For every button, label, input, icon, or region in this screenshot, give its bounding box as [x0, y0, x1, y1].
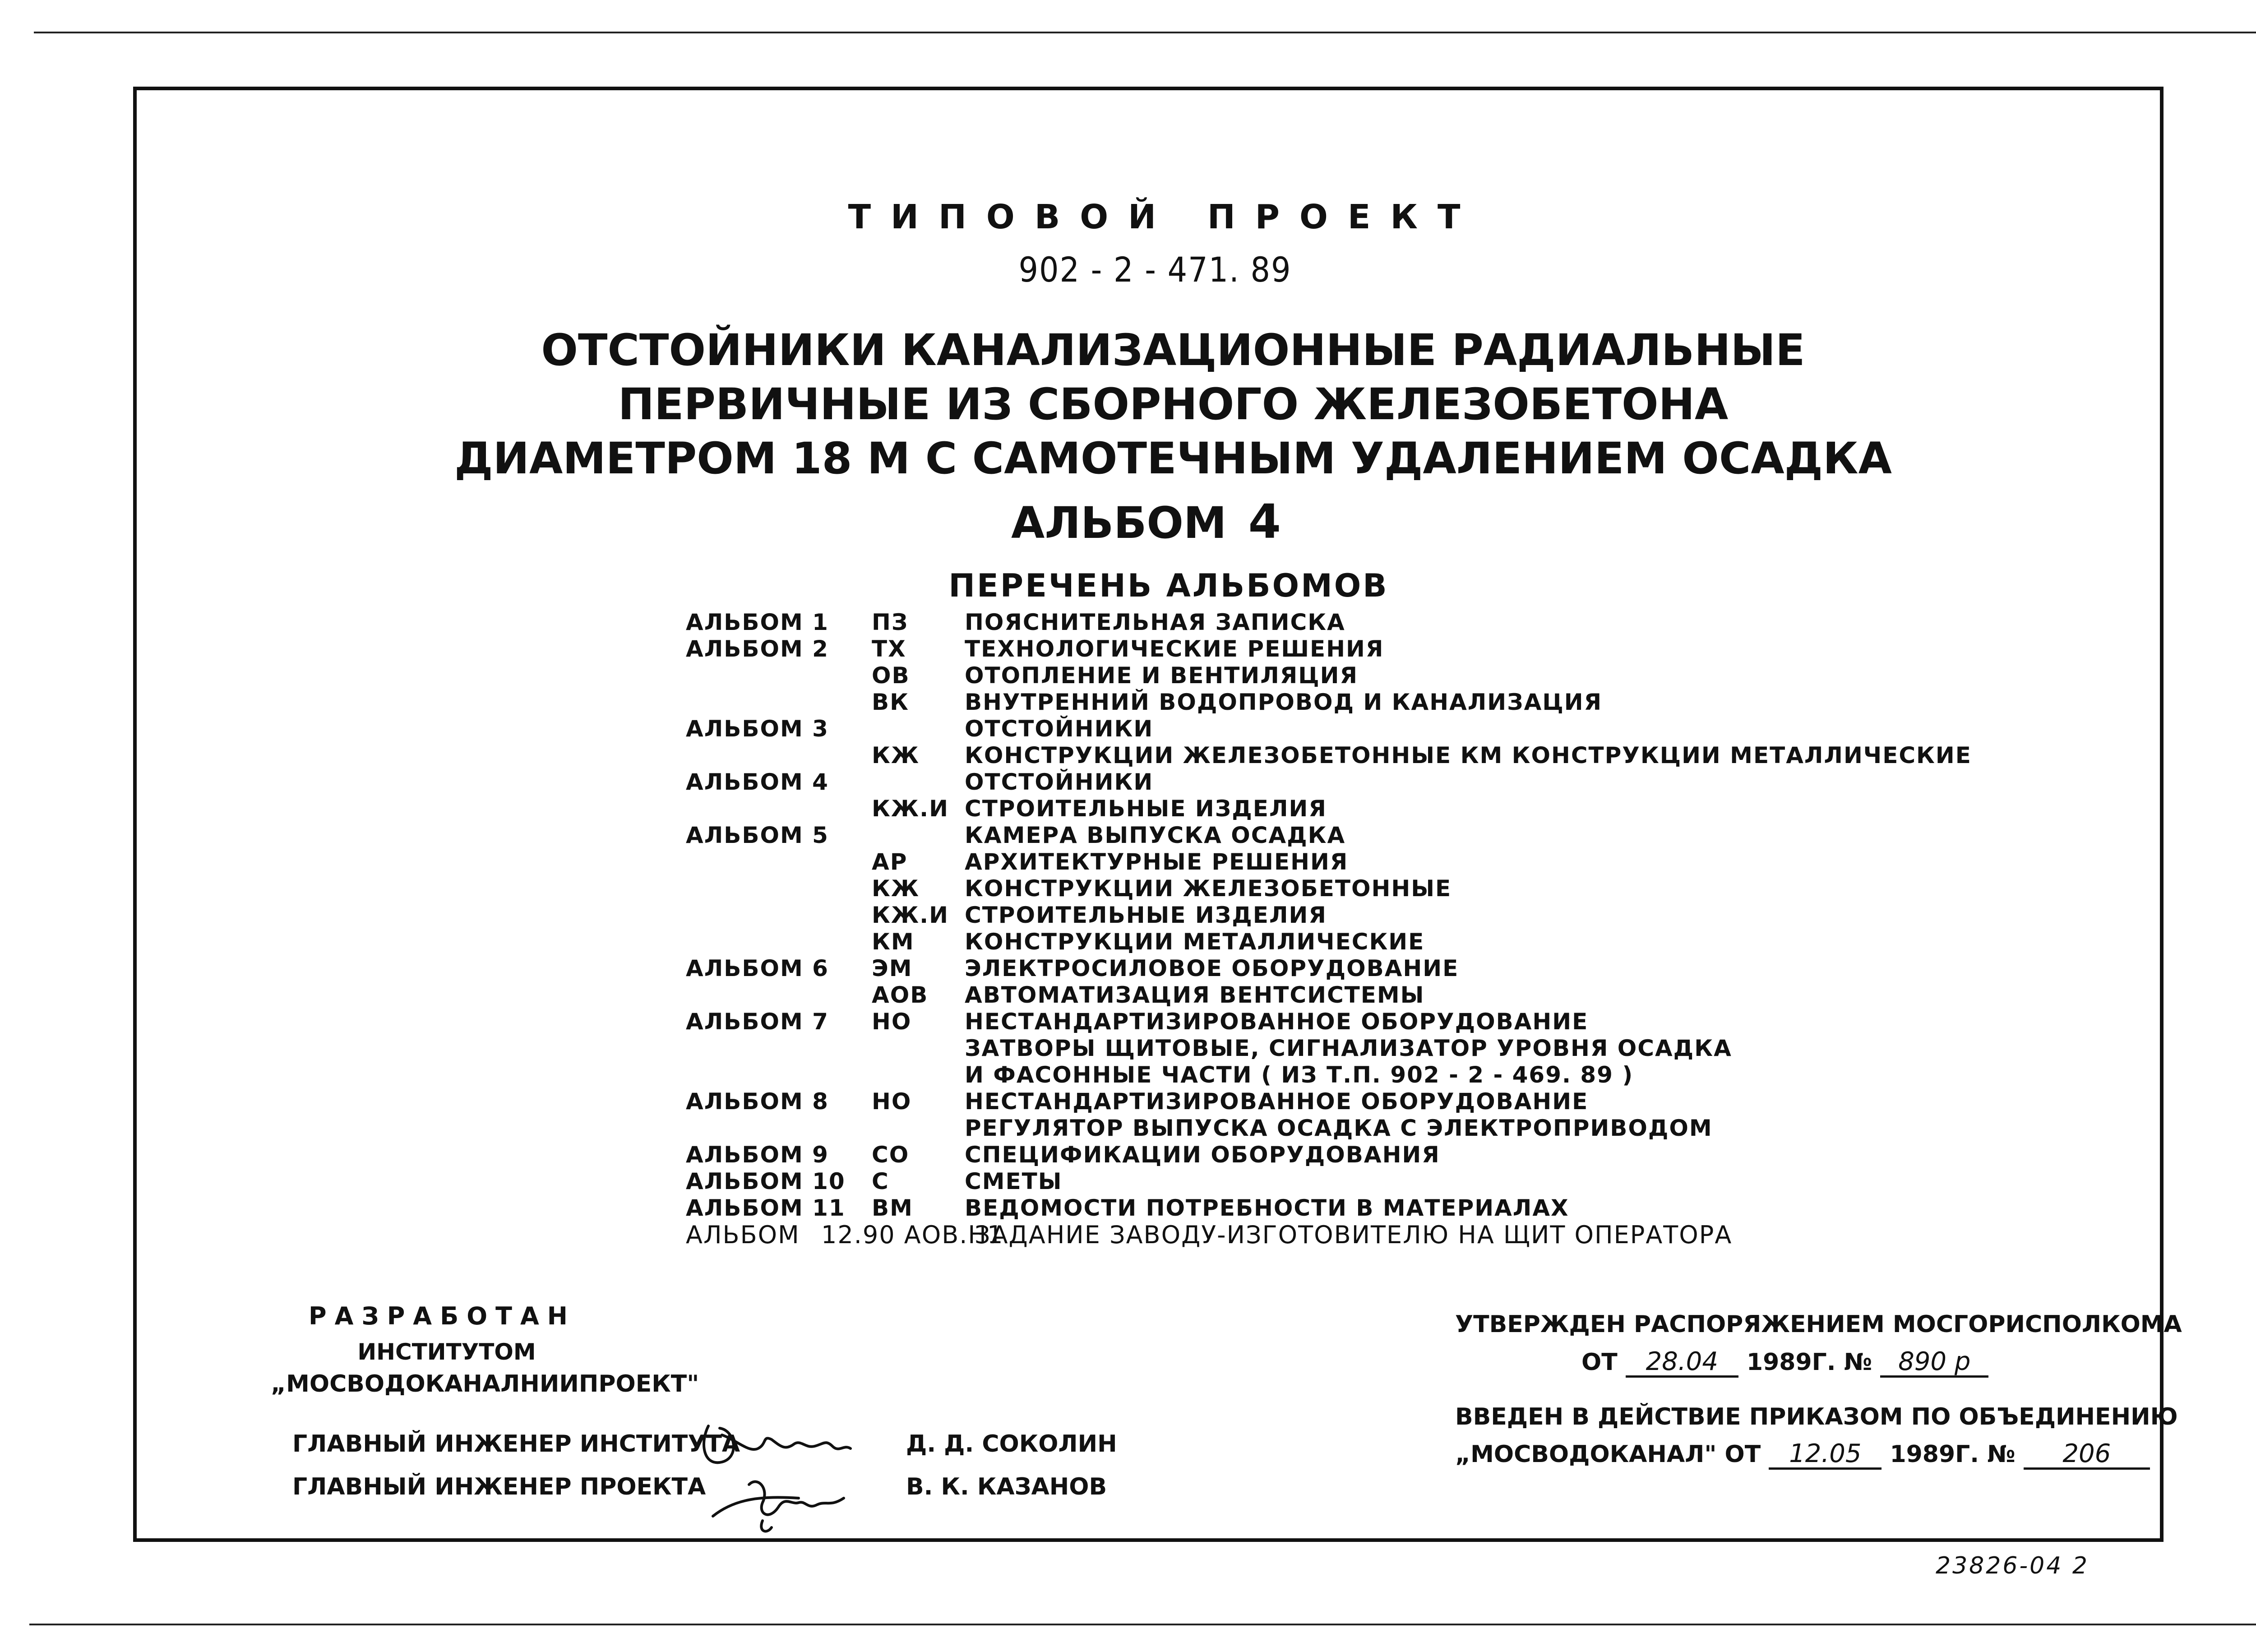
album-row-desc: АРХИТЕКТУРНЫЕ РЕШЕНИЯ: [965, 849, 1349, 875]
album-row-desc: АВТОМАТИЗАЦИЯ ВЕНТСИСТЕМЫ: [965, 982, 1425, 1008]
album-row: [686, 1062, 2039, 1088]
chief-institute-name: Д. Д. СОКОЛИН: [906, 1430, 1117, 1458]
album-row: [686, 689, 2039, 716]
album-row: [686, 1142, 2039, 1168]
album-row: [686, 1088, 2039, 1115]
album-row-album: АЛЬБОМ 8: [686, 1088, 829, 1115]
chief-project-role: ГЛАВНЫЙ ИНЖЕНЕР ПРОЕКТА: [292, 1473, 706, 1500]
album-row-code: ВМ: [872, 1195, 913, 1221]
album-row-desc: ТЕХНОЛОГИЧЕСКИЕ РЕШЕНИЯ: [965, 636, 1384, 662]
album-row-album: АЛЬБОМ 4: [686, 769, 829, 795]
album-row-code: КЖ.И: [872, 796, 949, 822]
chief-institute-role: ГЛАВНЫЙ ИНЖЕНЕР ИНСТИТУТА: [292, 1430, 740, 1458]
album-row-code: С: [872, 1168, 889, 1194]
album-row-desc: СТРОИТЕЛЬНЫЕ ИЗДЕЛИЯ: [965, 796, 1327, 822]
album-row-desc: ОТОПЛЕНИЕ И ВЕНТИЛЯЦИЯ: [965, 662, 1358, 689]
album-row-code: 12.90 АОВ.Н1: [821, 1221, 1004, 1249]
album-row-album: АЛЬБОМ 5: [686, 822, 829, 848]
current-album-label: АЛЬБОМ: [1011, 498, 1227, 548]
developer-by: ИНСТИТУТОМ: [357, 1339, 536, 1365]
album-row: [686, 1115, 2039, 1142]
approval-number-1: 890 р: [1880, 1348, 1988, 1378]
album-row-desc: СТРОИТЕЛЬНЫЕ ИЗДЕЛИЯ: [965, 902, 1327, 928]
approval-line-2: [1581, 1348, 1988, 1378]
album-row-album: АЛЬБОМ 7: [686, 1009, 829, 1035]
album-row-desc: ПОЯСНИТЕЛЬНАЯ ЗАПИСКА: [965, 609, 1345, 635]
album-row-desc: ВНУТРЕННИЙ ВОДОПРОВОД И КАНАЛИЗАЦИЯ: [965, 689, 1603, 715]
project-type-label: ТИПОВОЙ ПРОЕКТ: [848, 198, 1480, 236]
album-row-code: АОВ: [872, 982, 929, 1008]
album-row-code: КЖ: [872, 742, 920, 768]
developer-title: РАЗРАБОТАН: [309, 1302, 576, 1330]
album-row-desc: НЕСТАНДАРТИЗИРОВАННОЕ ОБОРУДОВАНИЕ: [965, 1009, 1589, 1035]
album-row: [686, 902, 2039, 929]
album-row: [686, 609, 2039, 636]
album-row-code: ВК: [872, 689, 909, 715]
album-row: [686, 875, 2039, 902]
album-row-desc: ВЕДОМОСТИ ПОТРЕБНОСТИ В МАТЕРИАЛАХ: [965, 1195, 1569, 1221]
album-row-desc: СПЕЦИФИКАЦИИ ОБОРУДОВАНИЯ: [965, 1142, 1440, 1168]
album-row: [686, 1168, 2039, 1195]
sheet-stamp: 23826-04 2: [1936, 1552, 2089, 1579]
album-row-album: АЛЬБОМ 6: [686, 955, 829, 981]
album-row: [686, 1195, 2039, 1222]
approval-date-1: 28.04: [1626, 1348, 1738, 1378]
album-row-desc: ЗАТВОРЫ ЩИТОВЫЕ, СИГНАЛИЗАТОР УРОВНЯ ОСАДКА: [965, 1035, 1732, 1061]
developer-org: „МОСВОДОКАНАЛНИИПРОЕКТ": [271, 1370, 699, 1397]
album-row-desc: ЭЛЕКТРОСИЛОВОЕ ОБОРУДОВАНИЕ: [965, 955, 1459, 981]
album-row: [686, 1009, 2039, 1035]
album-row-code: ПЗ: [872, 609, 909, 635]
chief-project-row: [292, 1473, 1107, 1500]
album-row-desc: КОНСТРУКЦИИ ЖЕЛЕЗОБЕТОННЫЕ КМ КОНСТРУКЦИИ МЕТАЛЛИЧЕСКИЕ: [965, 742, 1972, 768]
album-row-desc: КОНСТРУКЦИИ МЕТАЛЛИЧЕСКИЕ: [965, 929, 1425, 955]
current-album-number: 4: [1248, 494, 1281, 549]
approval-line-3: ВВЕДЕН В ДЕЙСТВИЕ ПРИКАЗОМ ПО ОБЪЕДИНЕНИЮ: [1455, 1403, 2178, 1430]
album-row-desc: И ФАСОННЫЕ ЧАСТИ ( ИЗ Т.П. 902 - 2 - 469. 89 ): [965, 1062, 1634, 1088]
album-row-desc: ОТСТОЙНИКИ: [965, 716, 1154, 742]
album-row-desc: КАМЕРА ВЫПУСКА ОСАДКА: [965, 822, 1346, 848]
album-row-album: АЛЬБОМ 11: [686, 1195, 846, 1221]
album-list: [686, 609, 2039, 1248]
album-row-code: КЖ.И: [872, 902, 949, 928]
album-row: [686, 849, 2039, 875]
album-row-album: АЛЬБОМ 2: [686, 636, 829, 662]
approval-year-2: 1989Г. №: [1890, 1441, 2016, 1468]
album-row-album: АЛЬБОМ 1: [686, 609, 829, 635]
album-row-desc: НЕСТАНДАРТИЗИРОВАННОЕ ОБОРУДОВАНИЕ: [965, 1088, 1589, 1115]
album-row-album: АЛЬБОМ: [686, 1221, 800, 1249]
album-row: [686, 742, 2039, 769]
bottom-rule: [29, 1624, 2256, 1625]
album-row-code: АР: [872, 849, 908, 875]
album-row-desc: СМЕТЫ: [965, 1168, 1063, 1194]
album-row: [686, 716, 2039, 742]
signatures-image: [695, 1408, 938, 1539]
album-row: [686, 636, 2039, 662]
approval-year-1: 1989Г. №: [1746, 1349, 1872, 1376]
album-row-code: КЖ: [872, 875, 920, 902]
album-row-desc: КОНСТРУКЦИИ ЖЕЛЕЗОБЕТОННЫЕ: [965, 875, 1452, 902]
approval-date-2: 12.05: [1769, 1440, 1882, 1470]
album-row: [686, 929, 2039, 955]
album-row: [686, 769, 2039, 796]
album-row: [686, 796, 2039, 822]
album-row-code: НО: [872, 1009, 912, 1035]
approval-line-1: УТВЕРЖДЕН РАСПОРЯЖЕНИЕМ МОСГОРИСПОЛКОМА: [1455, 1311, 2182, 1338]
chief-project-name: В. К. КАЗАНОВ: [906, 1473, 1107, 1500]
title-line-2: ПЕРВИЧНЫЕ ИЗ СБОРНОГО ЖЕЛЕЗОБЕТОНА: [618, 379, 1729, 430]
album-row-album: АЛЬБОМ 3: [686, 716, 829, 742]
current-album: [970, 494, 1322, 549]
album-row-code: ОВ: [872, 662, 910, 689]
album-row-desc: ЗАДАНИЕ ЗАВОДУ-ИЗГОТОВИТЕЛЮ НА ЩИТ ОПЕРАТОРА: [975, 1221, 1733, 1249]
title-line-1: ОТСТОЙНИКИ КАНАЛИЗАЦИОННЫЕ РАДИАЛЬНЫЕ: [541, 325, 1805, 375]
approval-org-2: „МОСВОДОКАНАЛ" ОТ: [1455, 1441, 1761, 1468]
album-list-heading: ПЕРЕЧЕНЬ АЛЬБОМОВ: [948, 567, 1389, 604]
album-row-desc: РЕГУЛЯТОР ВЫПУСКА ОСАДКА С ЭЛЕКТРОПРИВОДОМ: [965, 1115, 1713, 1141]
album-row: [686, 982, 2039, 1009]
title-line-3: ДИАМЕТРОМ 18 М С САМОТЕЧНЫМ УДАЛЕНИЕМ ОСАДКА: [454, 433, 1892, 484]
approval-line-4: [1455, 1440, 2150, 1470]
approval-from-label: ОТ: [1581, 1349, 1618, 1376]
album-row-desc: ОТСТОЙНИКИ: [965, 769, 1154, 795]
album-row: [686, 955, 2039, 982]
album-row-last: [686, 1222, 2039, 1248]
project-code: 902 - 2 - 471. 89: [1018, 250, 1292, 290]
chief-institute-row: [292, 1430, 1117, 1458]
album-row: [686, 662, 2039, 689]
album-row-code: СО: [872, 1142, 910, 1168]
album-row-album: АЛЬБОМ 9: [686, 1142, 829, 1168]
album-row: [686, 1035, 2039, 1062]
album-row-code: НО: [872, 1088, 912, 1115]
album-row-code: КМ: [872, 929, 915, 955]
album-row-code: ТХ: [872, 636, 906, 662]
album-row-album: АЛЬБОМ 10: [686, 1168, 846, 1194]
top-rule: [34, 32, 2256, 33]
approval-number-2: 206: [2024, 1440, 2150, 1470]
album-row-code: ЭМ: [872, 955, 913, 981]
album-row: [686, 822, 2039, 849]
